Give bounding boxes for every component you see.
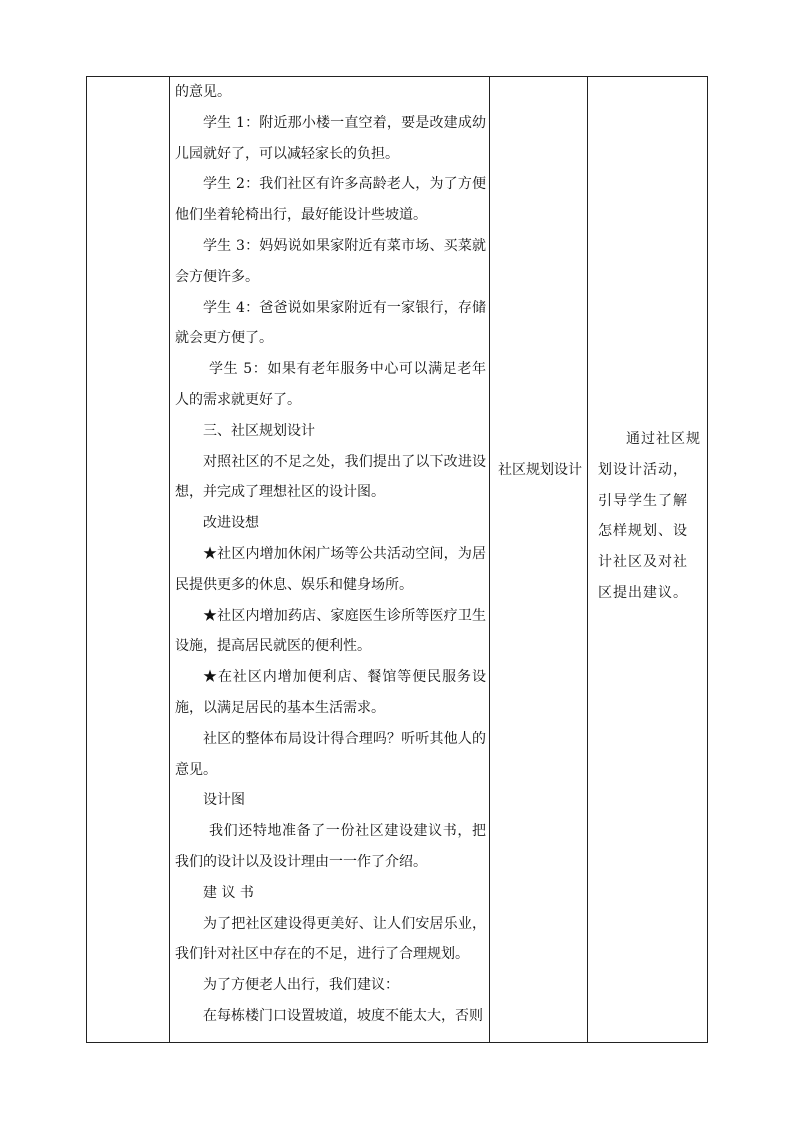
content-paragraph: 为了方便老人出行，我们建议：	[203, 977, 399, 994]
column-divider	[169, 77, 170, 1042]
content-paragraph: 的意见。	[175, 84, 231, 100]
teaching-process-cell	[172, 77, 490, 1032]
content-paragraph: 学生 1：附近那小楼一直空着，要是改建成幼儿园就好了，可以减轻家长的负担。	[175, 114, 486, 162]
proposal-title: 建 议 书	[203, 884, 254, 901]
bullet-paragraph: ★社区内增加休闲广场等公共活动空间，为居民提供更多的休息、娱乐和健身场所。	[175, 545, 486, 593]
content-paragraph: 在每栋楼门口设置坡道，坡度不能太大，否则	[203, 1007, 483, 1024]
activity-cell: 社区规划设计	[498, 462, 582, 478]
content-paragraph: 学生 5：如果有老年服务中心可以满足老年人的需求就更好了。	[175, 361, 486, 408]
section-heading: 三、社区规划设计	[203, 422, 315, 439]
content-paragraph: 学生 4：爸爸说如果家附近有一家银行，存储就会更方便了。	[175, 299, 486, 347]
lesson-table	[86, 76, 708, 1043]
column-divider	[587, 77, 588, 1042]
bullet-paragraph: ★社区内增加药店、家庭医生诊所等医疗卫生设施，提高居民就医的便利性。	[175, 607, 486, 655]
content-paragraph: 对照社区的不足之处，我们提出了以下改进设想，并完成了理想社区的设计图。	[175, 453, 486, 501]
content-paragraph: 为了把社区建设得更美好、让人们安居乐业，我们针对社区中存在的不足，进行了合理规划。	[175, 915, 486, 963]
content-paragraph: 学生 3：妈妈说如果家附近有菜市场、买菜就会方便许多。	[175, 237, 486, 285]
subheading: 设计图	[203, 792, 245, 809]
subheading: 改进设想	[203, 515, 259, 532]
content-paragraph: 社区的整体布局设计得合理吗？听听其他人的意见。	[175, 730, 486, 778]
bullet-paragraph: ★在社区内增加便利店、餐馆等便民服务设施，以满足居民的基本生活需求。	[175, 669, 486, 716]
content-paragraph: 学生 2：我们社区有许多高龄老人，为了方便他们坐着轮椅出行，最好能设计些坡道。	[175, 176, 486, 224]
design-intent-cell: 通过社区规划设计活动，引导学生了解怎样规划、设计社区及对社区提出建议。	[598, 431, 701, 601]
content-paragraph: 我们还特地准备了一份社区建设建议书，把我们的设计以及设计理由一一作了介绍。	[175, 823, 486, 870]
